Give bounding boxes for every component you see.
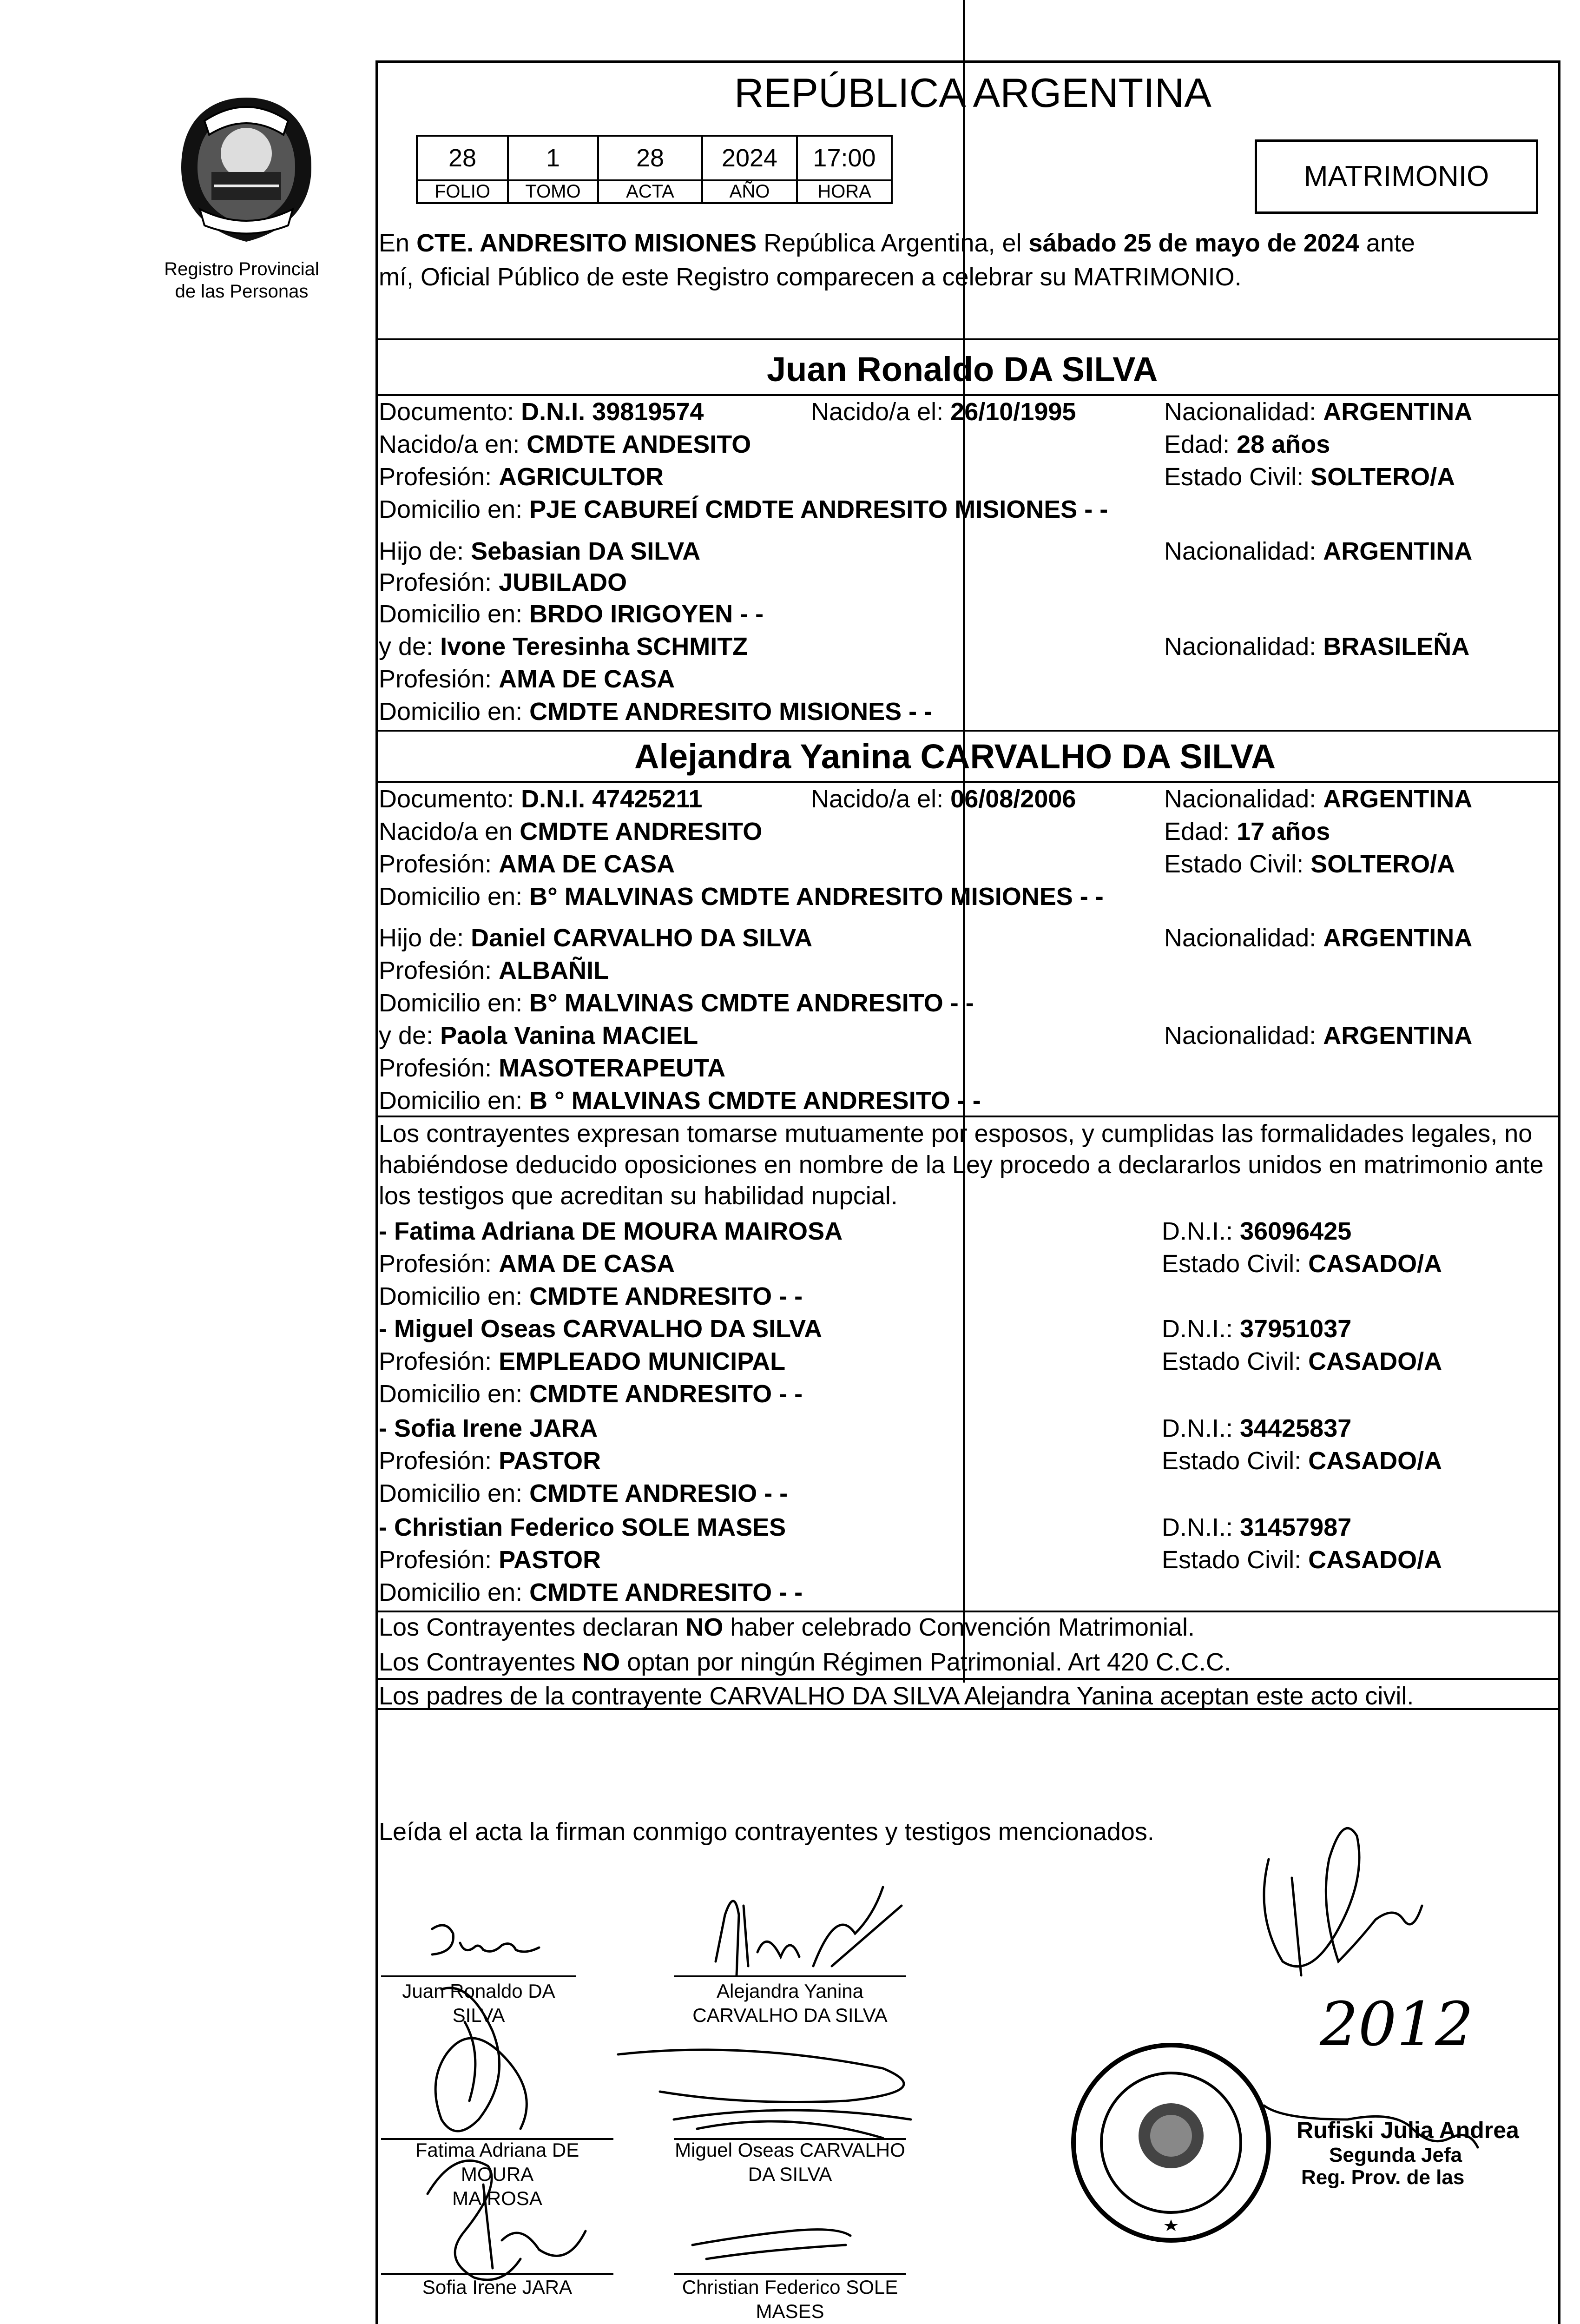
signature-line-witness-3 [381, 2273, 613, 2275]
note-regime: Los Contrayentes NO optan por ningún Régimen Patrimonial. Art 420 C.C.C. [379, 1648, 1231, 1676]
note-parents-consent: Los padres de la contrayente CARVALHO DA SILVA Alejandra Yanina aceptan este acto civil. [379, 1682, 1414, 1710]
official-office: Reg. Prov. de las [1301, 2166, 1465, 2189]
acta-value: 28 [598, 136, 702, 180]
intro-place: CTE. ANDRESITO MISIONES [416, 229, 757, 257]
bride-name: Alejandra Yanina CARVALHO DA SILVA [634, 737, 1276, 776]
intro-line-1: En CTE. ANDRESITO MISIONES República Argentina, el sábado 25 de mayo de 2024 ante [379, 229, 1415, 257]
official-seal [1069, 2040, 1273, 2245]
groom-birthplace: Nacido/a en: CMDTE ANDESITO [379, 430, 751, 458]
witness-1-address: Domicilio en: CMDTE ANDRESITO - - [379, 1282, 803, 1310]
tomo-value: 1 [508, 136, 598, 180]
witness-4-civil: Estado Civil: CASADO/A [1162, 1546, 1442, 1574]
folio-label: FOLIO [417, 180, 508, 203]
witness-4-profession: Profesión: PASTOR [379, 1546, 601, 1574]
groom-address: Domicilio en: PJE CABUREÍ CMDTE ANDRESITO MISIONES - - [379, 495, 1108, 523]
closing-statement: Leída el acta la firman conmigo contrayentes y testigos mencionados. [379, 1818, 1154, 1846]
groom-age: Edad: 28 años [1164, 430, 1330, 458]
official-handwritten-number: 2012 [1320, 1989, 1474, 2060]
groom-father-address: Domicilio en: BRDO IRIGOYEN - - [379, 600, 764, 628]
witness-3-signature-label: Sofia Irene JARA [422, 2276, 573, 2298]
doc-type-box: MATRIMONIO [1255, 139, 1538, 214]
groom-profession: Profesión: AGRICULTOR [379, 463, 664, 491]
bride-civil-status: Estado Civil: SOLTERO/A [1164, 850, 1455, 878]
logo-caption-1: Registro Provincial [164, 259, 319, 279]
hora-value: 17:00 [797, 136, 892, 180]
signature-line-groom [381, 1975, 576, 1977]
bride-birthplace: Nacido/a en CMDTE ANDRESITO [379, 818, 763, 845]
official-signature [1264, 1828, 1422, 1975]
witness-4-name: - Christian Federico SOLE MASES [379, 1513, 786, 1541]
anio-value: 2024 [702, 136, 797, 180]
groom-father-profession: Profesión: JUBILADO [379, 568, 627, 596]
witness-2-signature-label: Miguel Oseas CARVALHO DA SILVA [675, 2139, 905, 2185]
witness-1-dni: D.N.I.: 36096425 [1162, 1217, 1352, 1245]
groom-signature [432, 1925, 539, 1954]
witness-2-address: Domicilio en: CMDTE ANDRESITO - - [379, 1380, 803, 1408]
groom-civil-status: Estado Civil: SOLTERO/A [1164, 463, 1455, 491]
witness-3-dni: D.N.I.: 34425837 [1162, 1414, 1352, 1442]
witness-3-profession: Profesión: PASTOR [379, 1447, 601, 1475]
bride-signature [716, 1887, 902, 1975]
witness-1-name: - Fatima Adriana DE MOURA MAIROSA [379, 1217, 843, 1245]
witness-3-address: Domicilio en: CMDTE ANDRESIO - - [379, 1479, 788, 1507]
hora-label: HORA [797, 180, 892, 203]
groom-born: Nacido/a el: 26/10/1995 [811, 398, 1076, 426]
witness-4-signature-label: Christian Federico SOLE MASES [682, 2276, 898, 2322]
official-title: Segunda Jefa [1329, 2144, 1462, 2166]
tomo-label: TOMO [508, 180, 598, 203]
note-convention: Los Contrayentes declaran NO haber celebrado Convención Matrimonial. [379, 1613, 1195, 1641]
groom-signature-label: Juan Ronaldo DA SILVA [402, 1980, 555, 2026]
logo-caption-2: de las Personas [175, 281, 309, 302]
bride-doc: Documento: D.N.I. 47425211 [379, 785, 703, 813]
intro-line-2: mí, Oficial Público de este Registro comparecen a celebrar su MATRIMONIO. [379, 263, 1242, 291]
witness-4-dni: D.N.I.: 31457987 [1162, 1513, 1352, 1541]
bride-father-address: Domicilio en: B° MALVINAS CMDTE ANDRESITO - - [379, 989, 974, 1017]
bride-father-profession: Profesión: ALBAÑIL [379, 957, 609, 984]
bride-profession: Profesión: AMA DE CASA [379, 850, 675, 878]
bride-mother-nationality: Nacionalidad: ARGENTINA [1164, 1022, 1473, 1050]
witness-2-civil: Estado Civil: CASADO/A [1162, 1347, 1442, 1375]
signature-line-bride [674, 1975, 906, 1977]
groom-nationality: Nacionalidad: ARGENTINA [1164, 398, 1473, 426]
witness-2-signature [618, 2050, 911, 2138]
bride-mother-address: Domicilio en: B ° MALVINAS CMDTE ANDRESITO - - [379, 1087, 981, 1115]
groom-father-nationality: Nacionalidad: ARGENTINA [1164, 537, 1473, 565]
bride-father-nationality: Nacionalidad: ARGENTINA [1164, 924, 1473, 952]
groom-mother-address: Domicilio en: CMDTE ANDRESITO MISIONES - - [379, 698, 933, 726]
bride-born: Nacido/a el: 06/08/2006 [811, 785, 1076, 813]
official-name: Rufiski Julia Andrea [1297, 2117, 1519, 2143]
witness-1-profession: Profesión: AMA DE CASA [379, 1250, 675, 1278]
declaration-line-1: Los contrayentes expresan tomarse mutuamente por esposos, y cumplidas las formalidades legales, no [379, 1120, 1533, 1148]
intro-date: sábado 25 de mayo de 2024 [1028, 229, 1359, 257]
bride-address: Domicilio en: B° MALVINAS CMDTE ANDRESITO MISIONES - - [379, 883, 1104, 911]
bride-mother-profession: Profesión: MASOTERAPEUTA [379, 1054, 726, 1082]
groom-mother-nationality: Nacionalidad: BRASILEÑA [1164, 633, 1470, 660]
groom-name: Juan Ronaldo DA SILVA [767, 350, 1158, 389]
bride-age: Edad: 17 años [1164, 818, 1330, 845]
declaration-line-2: habiéndose deducido oposiciones en nombre de la Ley procedo a declararlos unidos en matrimonio ante [379, 1151, 1544, 1179]
signature-line-witness-4 [674, 2273, 906, 2275]
bride-mother: y de: Paola Vanina MACIEL [379, 1022, 698, 1050]
witness-1-civil: Estado Civil: CASADO/A [1162, 1250, 1442, 1278]
bride-nationality: Nacionalidad: ARGENTINA [1164, 785, 1473, 813]
witness-3-name: - Sofia Irene JARA [379, 1414, 598, 1442]
bride-signature-label: Alejandra Yanina CARVALHO DA SILVA [692, 1980, 888, 2026]
acta-label: ACTA [598, 180, 702, 203]
witness-4-signature [692, 2230, 850, 2259]
groom-father: Hijo de: Sebasian DA SILVA [379, 537, 701, 565]
declaration-line-3: los testigos que acreditan su habilidad nupcial. [379, 1182, 898, 1210]
witness-3-civil: Estado Civil: CASADO/A [1162, 1447, 1442, 1475]
bride-father: Hijo de: Daniel CARVALHO DA SILVA [379, 924, 813, 952]
witness-1-signature-label: Fatima Adriana DE MOURA MAIROSA [415, 2139, 579, 2209]
page-title: REPÚBLICA ARGENTINA [734, 70, 1211, 116]
witness-4-address: Domicilio en: CMDTE ANDRESITO - - [379, 1578, 803, 1606]
folio-value: 28 [417, 136, 508, 180]
groom-mother-profession: Profesión: AMA DE CASA [379, 665, 675, 693]
witness-2-name: - Miguel Oseas CARVALHO DA SILVA [379, 1315, 823, 1343]
anio-label: AÑO [702, 180, 797, 203]
groom-mother: y de: Ivone Teresinha SCHMITZ [379, 633, 748, 660]
groom-doc: Documento: D.N.I. 39819574 [379, 398, 704, 426]
witness-2-dni: D.N.I.: 37951037 [1162, 1315, 1352, 1343]
witness-2-profession: Profesión: EMPLEADO MUNICIPAL [379, 1347, 786, 1375]
